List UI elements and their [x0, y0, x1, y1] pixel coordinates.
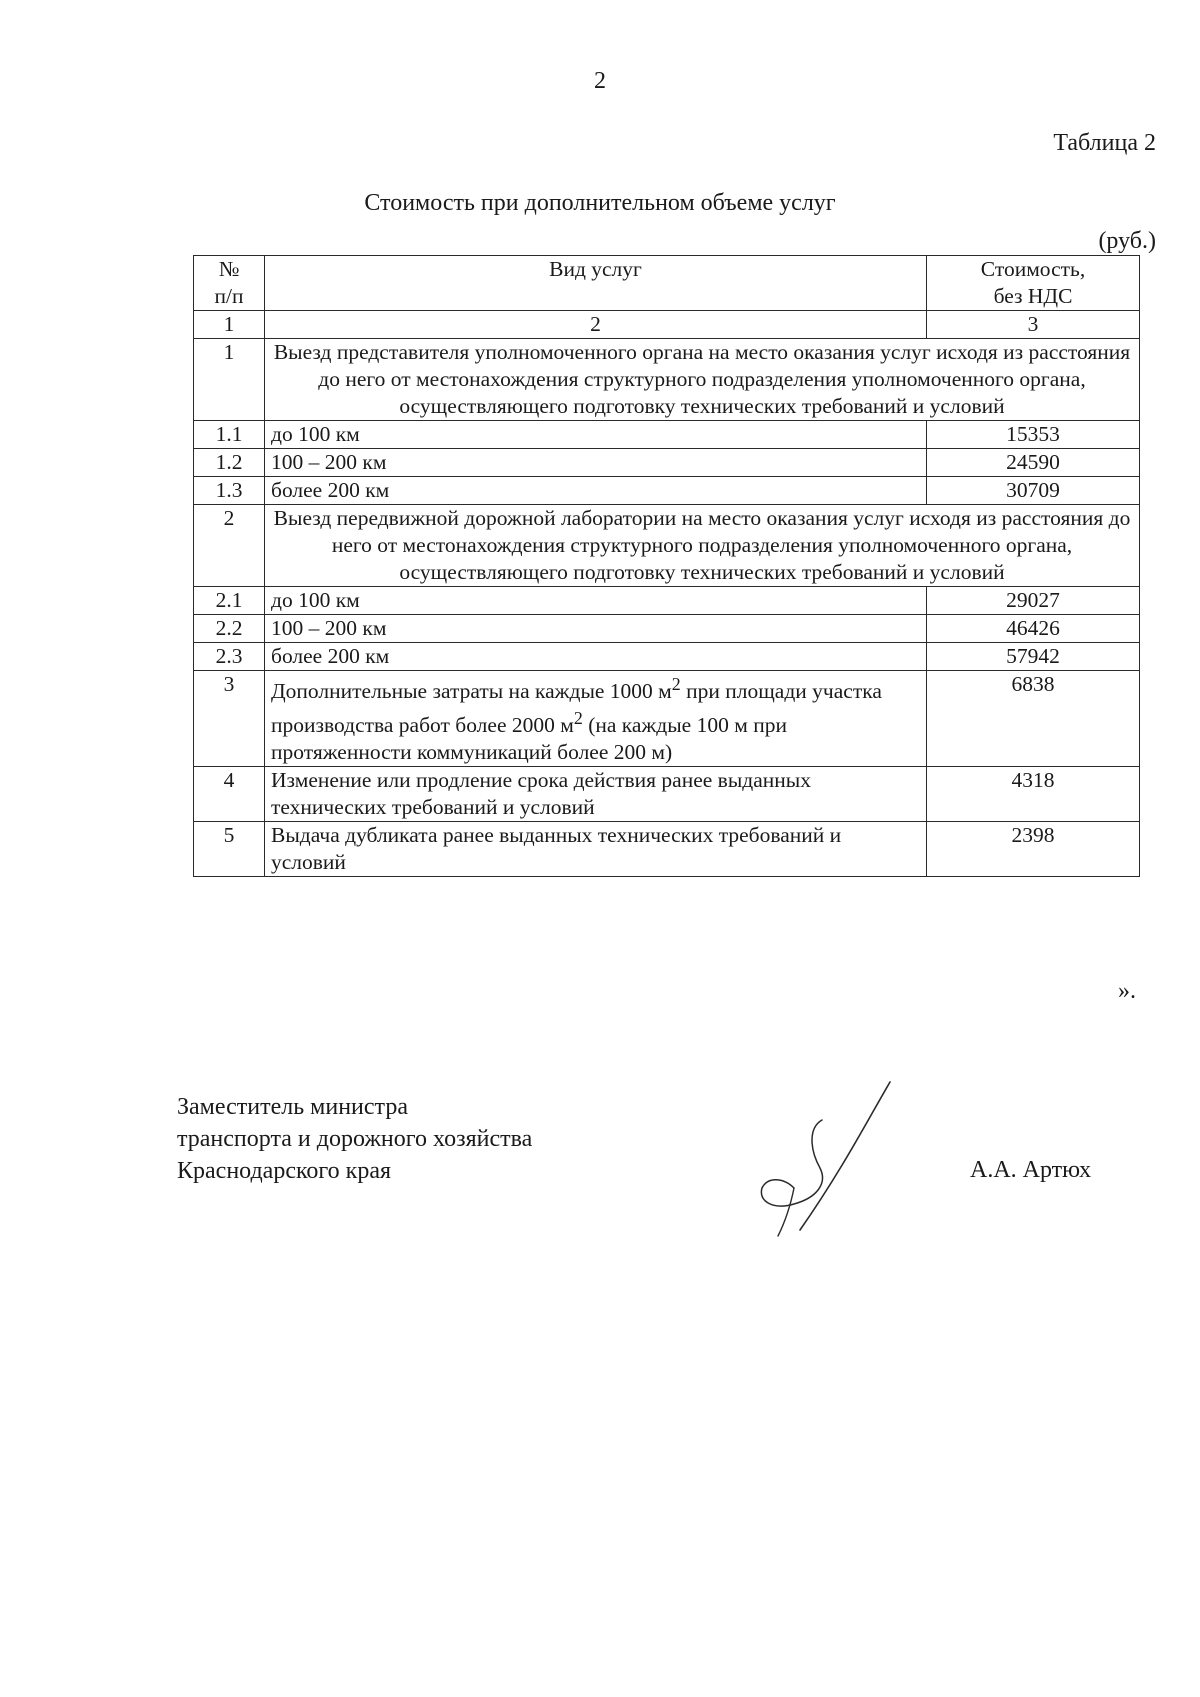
col-number: 2 [265, 311, 927, 339]
col-number: 1 [194, 311, 265, 339]
row-cost: 15353 [927, 421, 1140, 449]
signatory-title-line1: Заместитель министра [177, 1094, 408, 1120]
table-row [194, 822, 1140, 877]
price-table [193, 255, 1140, 877]
header-cost-line1: Стоимость, [980, 257, 1086, 281]
row-service: 100 – 200 км [265, 615, 927, 643]
row-service: Выдача дубликата ранее выданных технических требований и условий [265, 822, 927, 877]
table-row [194, 767, 1140, 822]
table-row [194, 643, 1140, 671]
header-num [194, 256, 265, 311]
table-row [194, 587, 1140, 615]
row-num: 2.1 [194, 587, 265, 615]
row-service: более 200 км [265, 477, 927, 505]
page-title: Стоимость при дополнительном объеме услуг [364, 190, 836, 216]
col-number: 3 [927, 311, 1140, 339]
row-num: 1.1 [194, 421, 265, 449]
row-cost: 46426 [927, 615, 1140, 643]
row-cost: 2398 [927, 822, 1140, 877]
row-cost: 29027 [927, 587, 1140, 615]
row-service: до 100 км [265, 421, 927, 449]
signatory-title-line3: Краснодарского края [177, 1158, 392, 1184]
signatory-name: А.А. Артюх [970, 1157, 1092, 1183]
header-num-line1: № [218, 257, 240, 281]
row-num: 2.3 [194, 643, 265, 671]
row-service-part: Дополнительные затраты на каждые 1000 м [271, 679, 672, 704]
table-row [194, 671, 1140, 767]
row-cost: 6838 [927, 671, 1140, 767]
table-label: Таблица 2 [1053, 130, 1156, 156]
superscript: 2 [573, 708, 583, 729]
row-num: 3 [194, 671, 265, 767]
row-service [265, 671, 927, 767]
row-num: 2 [194, 505, 265, 587]
signatory-title-line2: транспорта и дорожного хозяйства [177, 1126, 533, 1152]
header-cost [927, 256, 1140, 311]
row-cost: 24590 [927, 449, 1140, 477]
row-service: до 100 км [265, 587, 927, 615]
row-service-part: при площади участка производства работ более 2000 м [271, 679, 882, 738]
row-num: 1.3 [194, 477, 265, 505]
row-cost: 4318 [927, 767, 1140, 822]
row-service: более 200 км [265, 643, 927, 671]
header-num-line2: п/п [214, 284, 244, 308]
row-num: 4 [194, 767, 265, 822]
section-text: Выезд передвижной дорожной лаборатории на место оказания услуг исходя из расстояния до него от местонахождения структурного подразделения уполномоченного органа, осуществляющего подготовку технических требований и условий [265, 505, 1140, 587]
closing-quote-mark: ». [1118, 978, 1136, 1004]
section-row [194, 505, 1140, 587]
row-num: 5 [194, 822, 265, 877]
superscript: 2 [671, 674, 681, 694]
row-service: Изменение или продление срока действия ранее выданных технических требований и условий [265, 767, 927, 822]
row-num: 1 [194, 339, 265, 421]
section-text: Выезд представителя уполномоченного органа на место оказания услуг исходя из расстояния до него от местонахождения структурного подразделения уполномоченного органа, осуществляющего подготовку технических требований и условий [265, 339, 1140, 421]
row-num: 1.2 [194, 449, 265, 477]
row-cost: 30709 [927, 477, 1140, 505]
row-service: 100 – 200 км [265, 449, 927, 477]
table-header-row [194, 256, 1140, 311]
signatory-block [177, 1091, 532, 1187]
header-service: Вид услуг [265, 256, 927, 311]
page-number: 2 [594, 68, 606, 94]
unit-label: (руб.) [1098, 228, 1156, 254]
table-row [194, 421, 1140, 449]
section-row [194, 339, 1140, 421]
column-number-row [194, 311, 1140, 339]
row-cost: 57942 [927, 643, 1140, 671]
row-service-part: (на каждые 100 м при протяженности коммуникаций более 200 м) [271, 713, 787, 765]
header-cost-line2: без НДС [993, 284, 1073, 308]
table-row [194, 449, 1140, 477]
table-row [194, 477, 1140, 505]
handwritten-signature [750, 1078, 900, 1238]
row-num: 2.2 [194, 615, 265, 643]
table-row [194, 615, 1140, 643]
